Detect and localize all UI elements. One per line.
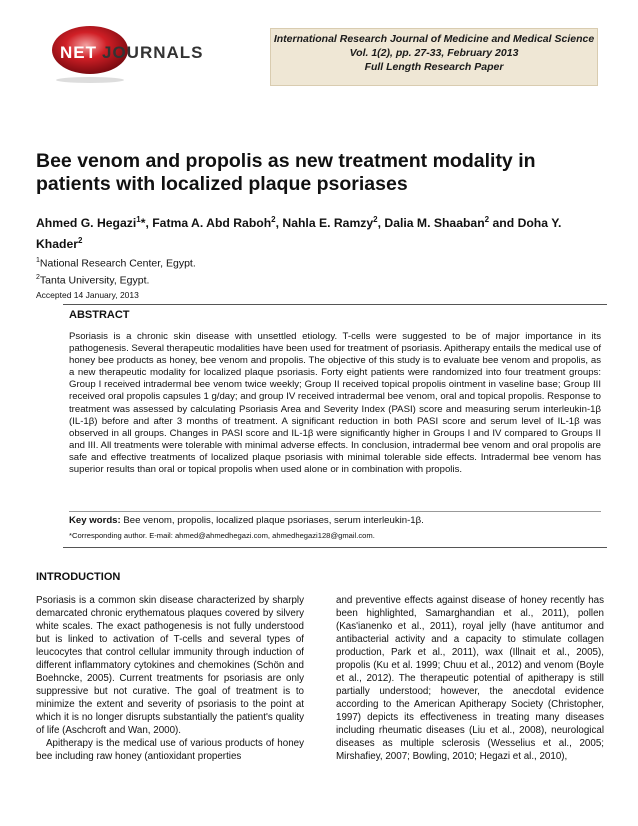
corresponding-author: *Corresponding author. E-mail: ahmed@ahmedhegazi.com, ahmedhegazi128@gmail.com. — [69, 531, 375, 540]
netjournals-logo — [38, 20, 238, 84]
journal-name: International Research Journal of Medicine and Medical Science — [273, 33, 595, 45]
author: Nahla E. Ramzy$^2$, — [282, 215, 385, 231]
accepted-date: Accepted 14 January, 2013 — [36, 290, 139, 300]
keywords — [69, 511, 601, 526]
journal-info-box — [270, 28, 598, 86]
introduction-heading: INTRODUCTION — [36, 571, 121, 583]
journal-volume: Vol. 1(2), pp. 27-33, February 2013 — [349, 47, 519, 59]
abstract-heading: ABSTRACT — [69, 309, 130, 321]
svg-text:NET: NET — [60, 43, 97, 62]
author: Dalia M. Shaaban$^2$ and — [384, 215, 518, 231]
left-column — [36, 594, 304, 763]
author: Ahmed G. Hegazi$^1$*, — [36, 215, 153, 231]
paragraph: Psoriasis is a common skin disease characterized by sharply demarcated chronic erythematous plaques covered by silvery white scales. The exact pathogenesis is not fully understood but is linked to activation of T-cells and several types of leucocytes that control cellular immunity through induction of different inflammatory cytokines and chemokines (Schön and Boehncke, 2005). Current treatments for psoriasis are only suppressive but not curative. The goal of treatment is to minimize the extent and severity of psoriasis to the point at which it is no longer disrupts substantially the patient's quality of life (Aschcroft and Wan, 2000). — [36, 595, 304, 736]
article-title: Bee venom and propolis as new treatment modality in patients with localized plaque psoriases — [36, 150, 536, 195]
abstract-text: Psoriasis is a chronic skin disease with unsettled etiology. T-cells were suggested to be of major importance in its pathogenesis. Several therapeutic modalities have been used for treatment of psoriasis. Apitherapy entails the medical use of honey bee products as honey, bee venom and propolis. The objective of this study is to evaluate bee venom and propolis, as a new therapeutic modality for localized plaque psoriasis. Forty eight patients were randomized into four treatment groups: Group I received intradermal bee venom twice weekly; Group II received topical propolis ointment in vaseline base; Group III received oral propolis capsules 1 g/day; and group IV received intradermal bee venom, oral and topical propolis. Response to treatment was assessed by calculating Psoriasis Area and Severity Index (PASI) score and measuring serum interleukin-1β (IL-1β) before and after 3 months of treatment. A significant reduction in both PASI score and serum level of IL-1β was observed in all groups. Changes in PASI score and IL-1β were significantly higher in Groups I and IV compared to Groups II and III. All treatments were tolerable with minimal adverse effects. In conclusion, intradermal bee venom and oral propolis are safe and effective treatments of localized plaque psoriasis with minimal tolerable side effects. Intradermal bee venom has superior results than oral or topical propolis when used alone or in combination with propolis. — [69, 331, 601, 476]
abstract-box — [63, 304, 607, 548]
affiliation: $^1$National Research Center, Egypt. — [36, 257, 196, 270]
affiliations — [36, 254, 196, 287]
affiliation: $^2$Tanta University, Egypt. — [36, 273, 150, 286]
keywords-label: Key words: — [69, 515, 121, 526]
paragraph: and preventive effects against disease of honey recently has been highlighted, Samarghandian et al., 2011), pollen (Kas'ianenko et al., 2011), royal jelly (have antitumor and antibacterial activity and a capacity to stimulate collagen production, Park et al., 2011), wax (Illnait et al., 2005), propolis (Ku et al. 1999; Chuu et al., 2012) and venom (Boyle et al., 2012). The therapeutic potential of apitherapy is still partially understood; however, the anecdotal evidence according to the American Apitherapy Society (Christopher, 1997) depicts its effectiveness in treating many diseases including rheumatic diseases (Liu et al., 2008), neurological diseases as multiple sclerosis (Wesselius et al., 2005; Mirshafiey, 2007; Bowling, 2010; Hegazi et al., 2010), — [336, 595, 604, 762]
paragraph: Apitherapy is the medical use of various products of honey bee including raw honey (antioxidant properties — [36, 738, 304, 762]
author: Doha Y. Khader$^2$ — [36, 216, 562, 252]
article-type: Full Length Research Paper — [364, 61, 504, 73]
author-list — [36, 211, 606, 253]
author: Fatma A. Abd Raboh$^2$, — [152, 215, 283, 231]
keywords-text: Bee venom, propolis, localized plaque psoriases, serum interleukin-1β. — [123, 515, 424, 526]
right-column — [336, 594, 604, 763]
svg-text:JOURNALS: JOURNALS — [102, 43, 204, 62]
